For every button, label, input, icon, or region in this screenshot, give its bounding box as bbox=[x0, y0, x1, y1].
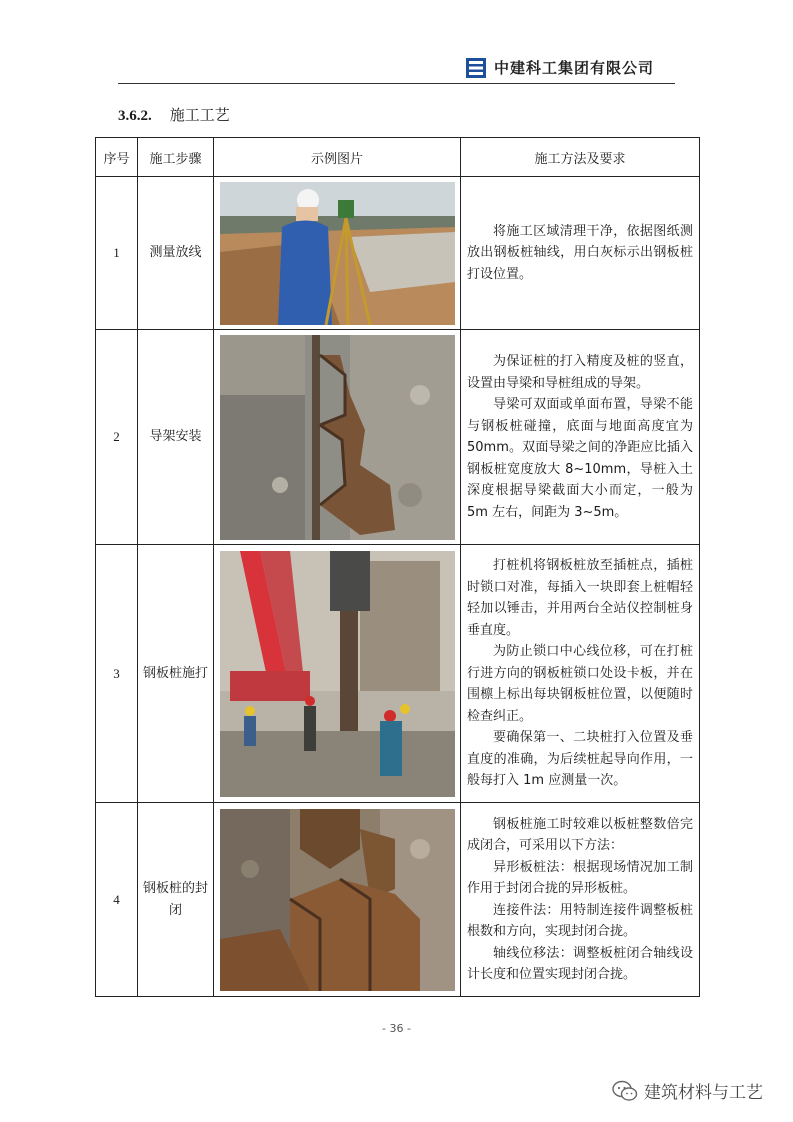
section-number: 3.6.2. bbox=[118, 108, 152, 124]
method-paragraph: 异形板桩法：根据现场情况加工制作用于封闭合拢的异形板桩。 bbox=[467, 859, 693, 896]
row-seq: 4 bbox=[96, 803, 138, 997]
row-seq: 2 bbox=[96, 330, 138, 545]
pile-driving-photo bbox=[220, 551, 455, 797]
company-name: 中建科工集团有限公司 bbox=[494, 59, 655, 77]
method-paragraph: 轴线位移法：调整板桩闭合轴线设计长度和位置实现封闭合拢。 bbox=[467, 945, 693, 982]
pile-closure-photo bbox=[220, 809, 455, 991]
section-title: 施工工艺 bbox=[169, 106, 230, 124]
row-step: 钢板桩的封闭 bbox=[138, 803, 214, 997]
method-paragraph: 将施工区域清理干净，依据图纸测放出钢板桩轴线，用白灰标示出钢板桩打设位置。 bbox=[467, 223, 693, 282]
guide-frame-photo bbox=[220, 335, 455, 540]
header-method: 施工方法及要求 bbox=[461, 138, 700, 177]
section-heading bbox=[118, 104, 230, 127]
watermark bbox=[612, 1078, 763, 1103]
table-row bbox=[96, 330, 700, 545]
table-row bbox=[96, 545, 700, 803]
method-paragraph: 打桩机将钢板桩放至插桩点，插桩时锁口对准，每插入一块即套上桩帽轻轻加以锤击，并用两台全站仪控制桩身垂直度。 bbox=[467, 558, 693, 638]
row-step: 钢板桩施打 bbox=[138, 545, 214, 803]
watermark-text: 建筑材料与工艺 bbox=[644, 1083, 763, 1103]
method-paragraph: 为防止锁口中心线位移，可在打桩行进方向的钢板桩锁口处设卡板，并在围檩上标出每块钢板桩位置，以便随时检查纠正。 bbox=[467, 644, 693, 724]
table-header-row bbox=[96, 138, 700, 177]
header-divider bbox=[118, 83, 675, 84]
row-seq: 1 bbox=[96, 177, 138, 330]
construction-process-table bbox=[95, 137, 700, 997]
page-number: - 36 - bbox=[382, 1022, 411, 1035]
header-step: 施工步骤 bbox=[138, 138, 214, 177]
row-step: 导架安装 bbox=[138, 330, 214, 545]
method-paragraph: 连接件法：用特制连接件调整板桩根数和方向，实现封闭合拢。 bbox=[467, 902, 693, 939]
surveying-photo bbox=[220, 182, 455, 325]
method-paragraph: 钢板桩施工时较难以板桩整数倍完成闭合，可采用以下方法： bbox=[467, 816, 693, 853]
header-image: 示例图片 bbox=[214, 138, 461, 177]
method-paragraph: 要确保第一、二块桩打入位置及垂直度的准确，为后续桩起导向作用，一般每打入 1m 应测量一次。 bbox=[467, 730, 693, 789]
method-paragraph: 导梁可双面或单面布置，导梁不能与钢板桩碰撞，底面与地面高度宜为 50mm。双面导梁之间的净距应比插入钢板桩宽度放大 8~10mm，导桩入土深度根据导梁截面大小而定，一般为 5m 左右，间距为 3~5m。 bbox=[467, 397, 693, 520]
table-row bbox=[96, 177, 700, 330]
row-step: 测量放线 bbox=[138, 177, 214, 330]
row-seq: 3 bbox=[96, 545, 138, 803]
wechat-icon bbox=[612, 1080, 638, 1102]
method-paragraph: 为保证桩的打入精度及桩的竖直，设置由导梁和导桩组成的导架。 bbox=[467, 354, 693, 391]
header-seq: 序号 bbox=[96, 138, 138, 177]
table-row bbox=[96, 803, 700, 997]
company-logo-icon bbox=[466, 58, 486, 78]
